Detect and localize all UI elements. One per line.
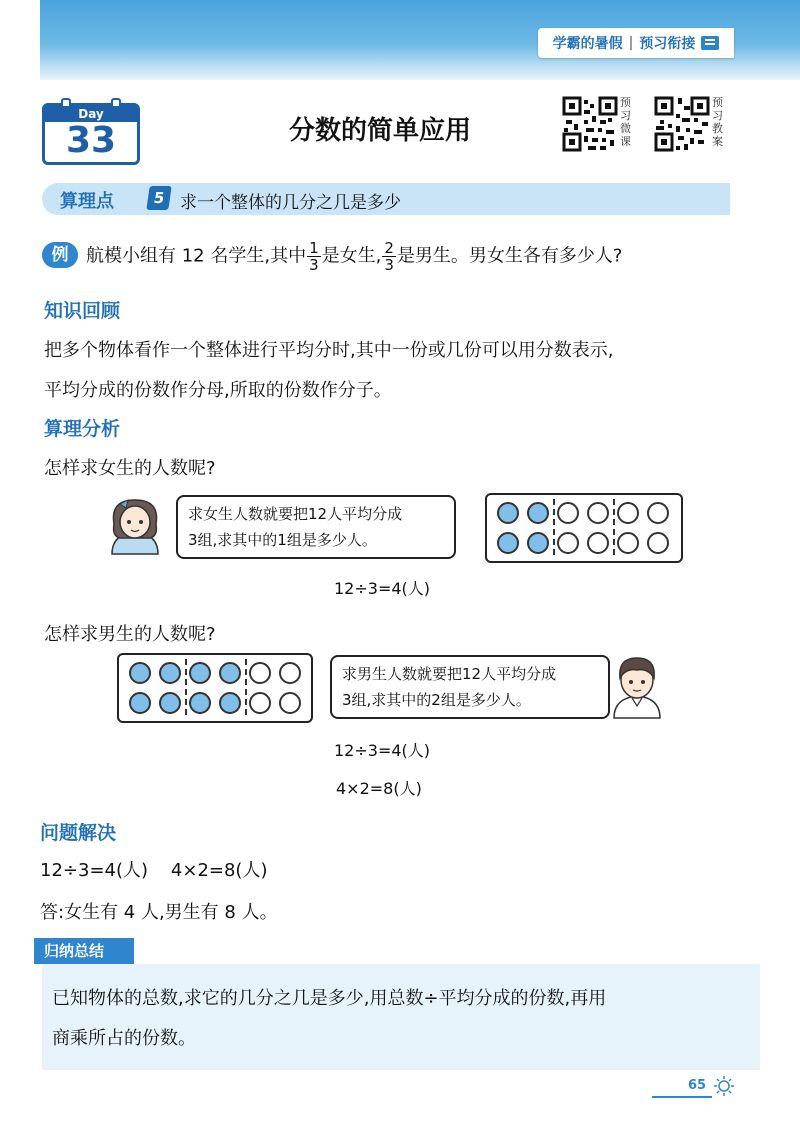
qr-label-lesson-plan: 预习教案 bbox=[712, 96, 723, 148]
analysis-heading: 算理分析 bbox=[44, 418, 121, 440]
day-badge bbox=[42, 103, 140, 165]
counter-grid-girls bbox=[485, 493, 683, 563]
counter-circle bbox=[497, 502, 519, 524]
calc-boys-1: 12÷3=4(人) bbox=[334, 741, 431, 760]
series-divider: | bbox=[628, 35, 634, 51]
page-number: 65 bbox=[688, 1078, 707, 1093]
summary-line-1: 已知物体的总数,求它的几分之几是多少,用总数÷平均分成的份数,再用 bbox=[52, 988, 607, 1009]
counter-circle bbox=[617, 502, 639, 524]
solution-heading: 问题解决 bbox=[40, 822, 117, 844]
day-number: 33 bbox=[65, 120, 117, 161]
group-divider bbox=[613, 499, 615, 555]
counter-circle bbox=[617, 532, 639, 554]
counter-circle bbox=[249, 692, 271, 714]
bubble-girls-line-2: 3组,求其中的1组是多少人。 bbox=[188, 531, 377, 549]
question-boys: 怎样求男生的人数呢? bbox=[44, 624, 216, 645]
example-text-2: 是女生, bbox=[321, 245, 382, 267]
group-divider bbox=[553, 499, 555, 555]
fraction-numerator: 1 bbox=[309, 239, 319, 257]
group-divider bbox=[185, 659, 187, 715]
counter-circle bbox=[129, 662, 151, 684]
counter-circle bbox=[557, 502, 579, 524]
bubble-girls-line-1: 求女生人数就要把12人平均分成 bbox=[188, 505, 403, 523]
qr-label-micro-lesson: 预习微课 bbox=[620, 96, 631, 148]
example-text-3: 是男生。男女生各有多少人? bbox=[396, 245, 623, 267]
calc-girls: 12÷3=4(人) bbox=[334, 579, 431, 598]
counter-circle bbox=[249, 662, 271, 684]
day-label: Day bbox=[45, 106, 137, 122]
series-name: 学霸的暑假 bbox=[552, 36, 623, 52]
counter-circle bbox=[587, 532, 609, 554]
solution-answer: 答:女生有 4 人,男生有 8 人。 bbox=[40, 902, 278, 923]
counter-circle bbox=[159, 662, 181, 684]
counter-circle bbox=[647, 532, 669, 554]
fraction-denominator: 3 bbox=[309, 256, 319, 274]
counter-circle bbox=[557, 532, 579, 554]
qr-block-lesson-plan[interactable] bbox=[654, 96, 710, 156]
boy-avatar-icon bbox=[608, 650, 666, 720]
fraction-numerator: 2 bbox=[384, 239, 394, 257]
speech-bubble-girls bbox=[176, 495, 456, 559]
fraction-denominator: 3 bbox=[384, 256, 394, 274]
summary-tag: 归纳总结 bbox=[34, 938, 134, 964]
counter-circle bbox=[219, 692, 241, 714]
section-number: 5 bbox=[146, 186, 171, 210]
question-girls: 怎样求女生的人数呢? bbox=[44, 458, 216, 479]
counter-circle bbox=[527, 532, 549, 554]
knowledge-heading: 知识回顾 bbox=[44, 300, 121, 322]
bubble-boys-line-1: 求男生人数就要把12人平均分成 bbox=[342, 665, 557, 683]
series-tab bbox=[538, 28, 734, 58]
counter-circle bbox=[647, 502, 669, 524]
counter-grid-boys bbox=[117, 653, 313, 723]
speech-bubble-boys bbox=[330, 655, 610, 719]
example-badge: 例 bbox=[42, 242, 78, 268]
counter-circle bbox=[129, 692, 151, 714]
summary-box bbox=[42, 964, 760, 1070]
page-underline bbox=[652, 1096, 712, 1098]
knowledge-line-2: 平均分成的份数作分母,所取的份数作分子。 bbox=[44, 380, 392, 401]
counter-circle bbox=[189, 662, 211, 684]
counter-circle bbox=[159, 692, 181, 714]
solution-calc: 12÷3=4(人) 4×2=8(人) bbox=[40, 860, 268, 881]
sun-icon bbox=[712, 1074, 736, 1096]
group-divider bbox=[245, 659, 247, 715]
page-title: 分数的简单应用 bbox=[288, 116, 471, 146]
section-text: 求一个整体的几分之几是多少 bbox=[180, 193, 401, 213]
series-subtitle: 预习衔接 bbox=[639, 36, 696, 52]
qr-block-micro-lesson[interactable] bbox=[562, 96, 618, 156]
summary-line-2: 商乘所占的份数。 bbox=[52, 1028, 196, 1049]
example-text-1: 航模小组有 12 名学生,其中 bbox=[86, 245, 307, 267]
knowledge-line-1: 把多个物体看作一个整体进行平均分时,其中一份或几份可以用分数表示, bbox=[44, 340, 614, 361]
counter-circle bbox=[587, 502, 609, 524]
fraction-one-third bbox=[307, 240, 321, 273]
counter-circle bbox=[279, 662, 301, 684]
section-bar bbox=[42, 183, 730, 215]
calc-boys-2: 4×2=8(人) bbox=[336, 779, 422, 798]
qr-code-icon bbox=[562, 96, 618, 152]
counter-circle bbox=[279, 692, 301, 714]
counter-circle bbox=[189, 692, 211, 714]
book-icon bbox=[701, 36, 719, 50]
girl-avatar-icon bbox=[104, 494, 166, 560]
example-question bbox=[86, 240, 622, 273]
section-label: 算理点 bbox=[60, 191, 114, 212]
counter-circle bbox=[497, 532, 519, 554]
fraction-two-thirds bbox=[382, 240, 396, 273]
qr-code-icon bbox=[654, 96, 710, 152]
bubble-boys-line-2: 3组,求其中的2组是多少人。 bbox=[342, 691, 531, 709]
counter-circle bbox=[219, 662, 241, 684]
counter-circle bbox=[527, 502, 549, 524]
